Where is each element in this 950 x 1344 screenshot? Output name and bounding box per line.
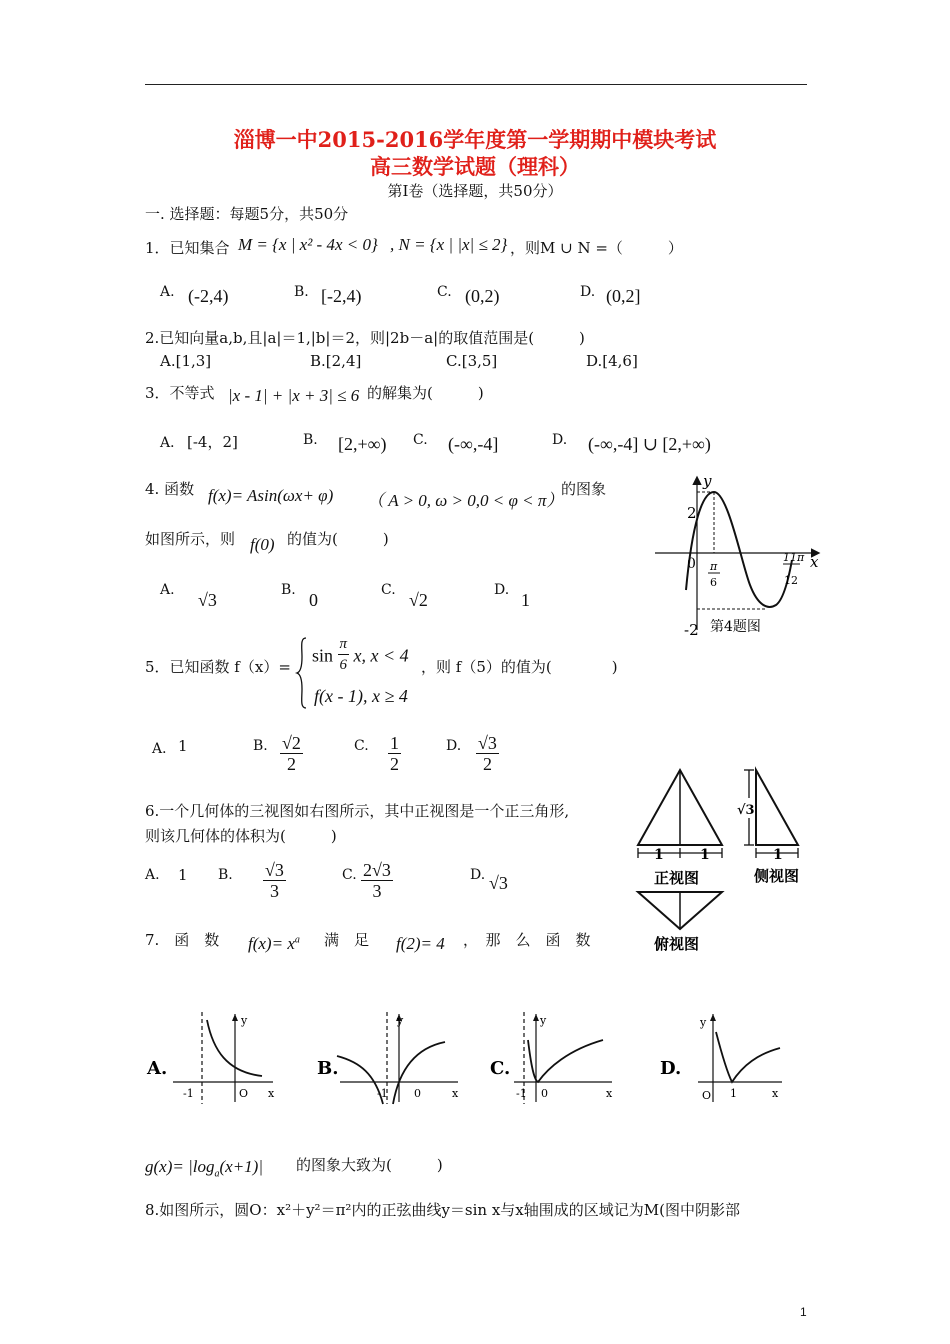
q7-ask: 的图象大致为( ) [296, 1156, 443, 1174]
q6-option-d: √3 [489, 873, 508, 893]
q3-ask: 的解集为( ) [367, 384, 484, 402]
q5-brace [296, 637, 308, 709]
q6-front-view [638, 770, 722, 845]
q4-sine-graph [650, 470, 830, 645]
q7-graph-b [315, 1010, 465, 1105]
q7-graph-c-y: y [540, 1014, 547, 1027]
q4-option-b-label: B. [281, 582, 296, 598]
q7-graph-c-label: C. [490, 1058, 511, 1079]
q7-man: 满 足 [324, 931, 370, 949]
q7-graph-b-tick3: x [452, 1087, 459, 1100]
q4-amp-top: 2 [687, 504, 697, 522]
part-heading: 一. 选择题：每题5分，共50分 [145, 205, 349, 223]
q7-graph-d-tick1: O [702, 1089, 712, 1102]
q5-option-d [476, 733, 499, 774]
q3-option-b: [2,+∞) [338, 434, 387, 454]
q3-option-d: (-∞,-4] ∪ [2,+∞) [588, 434, 711, 454]
q7-graph-b-label: B. [317, 1058, 339, 1079]
q5-option-c-num: 1 [390, 733, 399, 753]
q7-graph-b-tick2: 0 [414, 1087, 421, 1100]
q7-graph-c-tick1: -1 [516, 1087, 527, 1100]
q3-stem: 3．不等式 [145, 384, 215, 402]
q7-f2: f(2)= 4 [396, 934, 445, 953]
q1-option-d-label: D. [580, 284, 596, 300]
q7-graph-a [145, 1010, 280, 1105]
q5-option-d-num: √3 [478, 733, 497, 753]
q6-dim-h: √3 [737, 803, 755, 818]
q4-tick1-num: π [710, 560, 718, 573]
q4-f0: f(0) [250, 535, 275, 554]
q4-tick1-den: 6 [710, 576, 717, 589]
q5-option-a: 1 [178, 737, 188, 755]
q5-case1-tail: x, x < 4 [353, 645, 409, 666]
q1-option-a-label: A. [160, 284, 175, 300]
q4-origin: 0 [687, 556, 696, 572]
q5-option-c [388, 733, 401, 774]
q6-side-view [756, 770, 798, 845]
q4-option-d: 1 [521, 590, 530, 610]
q7-graph-d-y: y [700, 1016, 707, 1029]
q1-set-m: M = {x | x² - 4x < 0} [238, 235, 378, 254]
q4-tick2-den: 12 [784, 574, 798, 587]
q4-function: f(x)= Asin(ωx+ φ) [208, 486, 334, 505]
q6-front-label: 正视图 [654, 869, 700, 887]
q5-case1-den: 6 [339, 657, 348, 673]
q7-graph-c-tick2: 0 [541, 1087, 548, 1100]
q3-option-c: (-∞,-4] [448, 434, 499, 454]
q7-graph-b-tick1: -1 [377, 1087, 388, 1100]
q4-option-a-label: A. [160, 582, 175, 598]
exam-title: 淄博一中2015-2016学年度第一学期期中模块考试 [233, 127, 717, 152]
q4-x-label: x [810, 553, 819, 571]
q2-option-c: C.[3,5] [446, 352, 498, 370]
q5-option-a-label: A． [152, 741, 177, 757]
q5-option-b-label: B. [253, 738, 268, 754]
q6-option-c-den: 3 [372, 881, 382, 901]
q6-line1: 6.一个几何体的三视图如右图所示，其中正视图是一个正三角形, [145, 802, 570, 820]
q6-option-a-label: A. [145, 867, 160, 883]
q1-option-a: (-2,4) [188, 286, 229, 306]
q6-option-b-label: B. [218, 867, 233, 883]
q6-top-label: 俯视图 [654, 935, 700, 953]
q3-option-d-label: D. [552, 432, 568, 448]
q7-graph-d-label: D. [660, 1058, 682, 1079]
q6-option-c-label: C. [342, 867, 357, 883]
q7-graph-d [658, 1010, 788, 1105]
q6-option-b [263, 860, 286, 901]
q3-option-a-label: A． [160, 435, 185, 451]
q4-option-b: 0 [309, 590, 318, 610]
section-heading: 第Ⅰ卷（选择题，共50分） [387, 182, 563, 200]
q6-dim-1a: 1 [654, 847, 664, 863]
q7-graph-d-tick2: 1 [730, 1087, 737, 1100]
q6-top-view [638, 892, 722, 929]
q6-option-a: 1 [178, 866, 188, 884]
q5-stem: 5．已知函数 f（x）= [145, 658, 291, 676]
q4-fig-caption: 第4题图 [710, 619, 761, 635]
q6-option-b-num: √3 [265, 860, 284, 880]
q7-graph-c-tick3: x [606, 1087, 613, 1100]
q7-tail: ， 那 么 函 数 [463, 931, 591, 949]
q7-graph-a-tick1: -1 [183, 1087, 194, 1100]
q4-condition: （ A > 0, ω > 0,0 < φ < π） [367, 491, 564, 510]
q5-case1 [312, 636, 409, 675]
header-rule [145, 84, 807, 85]
q8-stem: 8.如图所示，圆O：x²＋y²＝π²内的正弦曲线y＝sin x与x轴围成的区域记为M(图中阴影部 [145, 1201, 740, 1219]
q6-dim-1c: 1 [773, 847, 783, 863]
q5-case1-fn: sin [312, 645, 334, 666]
q5-option-b-den: 2 [286, 754, 296, 774]
q7-graph-a-tick3: x [268, 1087, 275, 1100]
q5-option-d-den: 2 [482, 754, 492, 774]
q1-set-n: , N = {x | |x| ≤ 2} [390, 235, 508, 254]
q5-case1-num: π [338, 634, 350, 655]
q6-option-d-label: D. [470, 867, 486, 883]
q4-option-c-label: C. [381, 582, 396, 598]
q7-graph-d-tick3: x [772, 1087, 779, 1100]
q2-option-d: D.[4,6] [586, 352, 638, 370]
q7-stem: 7. 函 数 [145, 931, 220, 949]
q4-line2: 如图所示，则 [145, 530, 236, 548]
q3-option-c-label: C. [413, 432, 428, 448]
q5-option-c-den: 2 [390, 754, 399, 774]
q7-graph-c [488, 1010, 618, 1105]
q5-option-d-label: D. [446, 738, 462, 754]
q4-option-c: √2 [409, 590, 428, 610]
q5-option-c-label: C. [354, 738, 369, 754]
q7-graph-a-y: y [241, 1014, 248, 1027]
q4-option-d-label: D. [494, 582, 510, 598]
q6-side-label: 侧视图 [754, 867, 800, 885]
q1-ask: ，则M ∪ N =（ ） [510, 239, 683, 257]
q4-tail: 的图象 [561, 480, 607, 498]
q1-stem: 1．已知集合 [145, 239, 230, 257]
q4-stem: 4. 函数 [145, 480, 195, 498]
q1-option-b: [-2,4) [321, 286, 362, 306]
q7-g-def: $g(x)= |\log_a(x+1)|$ [145, 1157, 264, 1180]
q2-option-a: A.[1,3] [160, 352, 212, 370]
q1-option-c-label: C. [437, 284, 452, 300]
q3-option-a: [-4，2] [187, 433, 238, 451]
q6-option-c-num: 2√3 [363, 860, 391, 880]
q2-option-b: B.[2,4] [310, 352, 362, 370]
q4-line2-tail: 的值为( ) [287, 530, 389, 548]
q1-option-c: (0,2) [465, 286, 500, 306]
q2-stem: 2.已知向量a,b,且|a|＝1,|b|＝2，则|2b－a|的取值范围是( ) [145, 329, 585, 347]
q6-dim-1b: 1 [700, 847, 710, 863]
q1-option-b-label: B. [294, 284, 309, 300]
q3-option-b-label: B. [303, 432, 318, 448]
q6-line2: 则该几何体的体积为( ) [145, 827, 337, 845]
q5-case2: f(x - 1), x ≥ 4 [314, 686, 408, 706]
q4-sine-curve [686, 492, 792, 607]
q7-graph-b-y: y [397, 1014, 404, 1027]
q7-graph-a-tick2: O [239, 1087, 249, 1100]
q4-tick2-num: 11π [783, 551, 805, 564]
q3-expression: |x - 1| + |x + 3| ≤ 6 [228, 386, 360, 405]
q6-option-c [361, 860, 393, 901]
q7-graph-a-label: A. [147, 1058, 168, 1079]
exam-subtitle: 高三数学试题（理科） [370, 154, 580, 179]
q4-amp-bottom: -2 [684, 621, 699, 639]
page-number: 1 [800, 1305, 807, 1319]
q6-three-view-figure [632, 766, 814, 960]
q5-ask: ，则 f（5）的值为( ) [421, 658, 618, 676]
q1-option-d: (0,2] [606, 286, 641, 306]
q4-option-a: √3 [198, 590, 217, 610]
q4-y-label: y [703, 472, 712, 490]
q6-option-b-den: 3 [269, 881, 279, 901]
q5-option-b [280, 733, 303, 774]
q7-f-def: $f(x)= x^a$ [248, 934, 300, 953]
q5-option-b-num: √2 [282, 733, 301, 753]
